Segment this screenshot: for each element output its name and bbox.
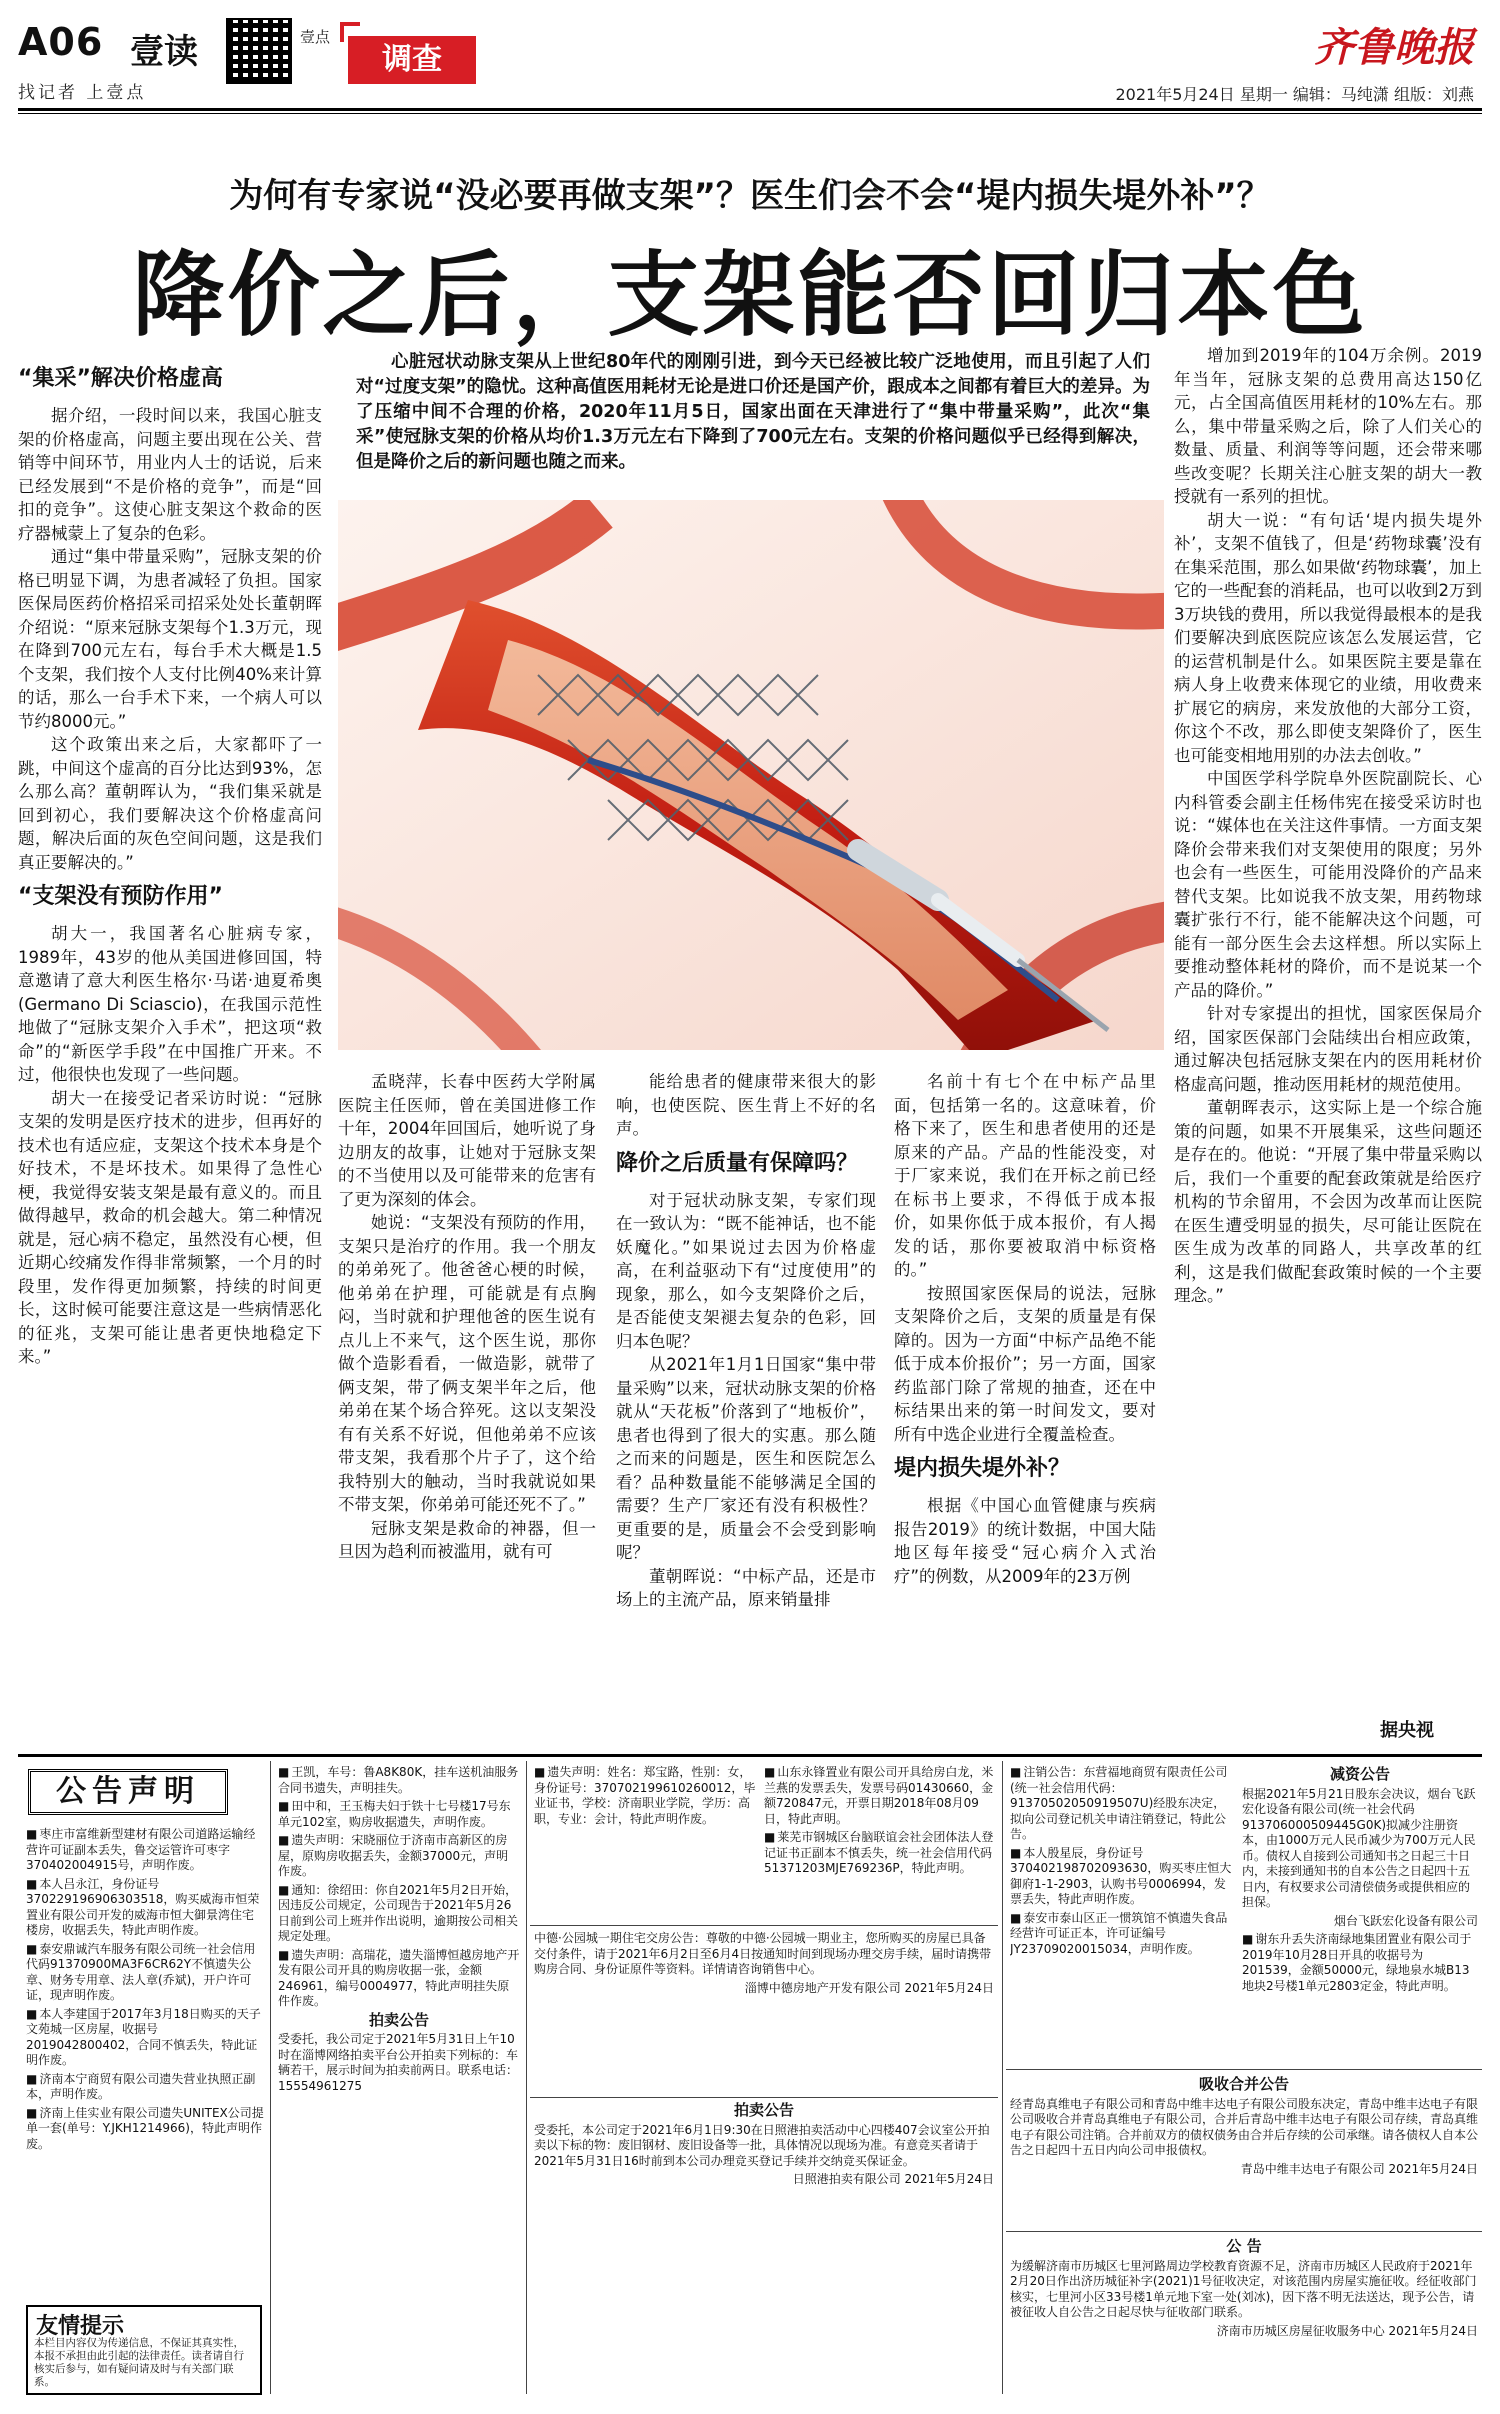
paragraph: 名前十有七个在中标产品里面，包括第一名的。这意味着，价格下来了，医生和患者使用的还是原来的产品。产品的性能没变，对于厂家来说，我们在开标之前已经在标书上要求，不得低于成本报价，如果你低于成本报价，有人揭发的话，那你要被取消中标资格的。” — [894, 1072, 1156, 1279]
paragraph: 按照国家医保局的说法，冠脉支架降价之后，支架的质量是有保障的。因为一方面“中标产品绝不能低于成本价报价”；另一方面，国家药监部门除了常规的抽查，还在中标结果出来的第一时间发文，要对所有中选企业进行全覆盖检查。 — [894, 1283, 1156, 1444]
notice-item: ■ 泰安鼎诚汽车服务有限公司统一社会信用代码91370900MA3F6CR62Y不慎遗失公章、财务专用章、法人章(乔斌)，开户许可证，现声明作废。 — [26, 1942, 264, 2004]
paragraph: 从2021年1月1日国家“集中带量采购”以来，冠状动脉支架的价格就从“天花板”价落到了“地板价”，患者也得到了很大的实惠。那么随之而来的问题是，医生和医院怎么看？品种数量能不能够满足全国的需要？生产厂家还有没有积极性？更重要的是，质量会不会受到影响呢？ — [616, 1355, 876, 1562]
qr-label: 壹点 — [300, 28, 331, 46]
notice-item: 受委托，我公司定于2021年5月31日上午10时在淄博网络拍卖平台公开拍卖下列标的：车辆若干，展示时间为拍卖前两日。联系电话：15554961275 — [278, 2032, 519, 2093]
article-column-1 — [18, 356, 322, 1369]
section-heading: 降价之后质量有保障吗？ — [616, 1150, 859, 1176]
notices-column-2 — [278, 1765, 520, 2385]
friendly-reminder-body: 本栏目内容仅为传递信息，不保证其真实性，本报不承担由此引起的法律责任。读者请自行核实后参与，如有疑问请及时与有关部门联系。 — [34, 2337, 244, 2388]
notice-item: ■ 山东永锋置业有限公司开具给房白龙，米兰燕的发票丢失，发票号码01430660，金额720847元，开票日期2018年08月09日，特此声明。 — [764, 1765, 994, 1827]
column-divider — [1002, 1761, 1003, 2394]
masthead-rule-thin — [18, 113, 1482, 114]
notices-column-4 — [1010, 1765, 1234, 2065]
article-column-3 — [616, 1070, 876, 1612]
headline: 降价之后，支架能否回归本色 — [132, 242, 1368, 349]
paragraph: 这个政策出来之后，大家都吓了一跳，中间这个虚高的百分比达到93%，怎么那么高？董朝晖认为，“我们集采就是回到初心，我们要解决这个价格虚高问题，解决后面的灰色空间问题，这是我们真正要解决的。” — [18, 735, 322, 872]
notice-item: 受委托，本公司定于2021年6月1日9:30在日照港拍卖活动中心四楼407会议室公开拍卖以下标的物：废旧钢材、废旧设备等一批，具体情况以现场为准。有意竞买者请于2021年5月31日16时前到本公司办理竞买登记手续并交纳竞买保证金。 — [534, 2122, 990, 2168]
notice-signature: 日照港拍卖有限公司 2021年5月24日 — [792, 2172, 994, 2186]
notice-title: 拍卖公告 — [733, 2101, 794, 2119]
friendly-reminder-box — [26, 2305, 262, 2395]
notices-merger — [1010, 2075, 1478, 2225]
section-tag: 调查 — [348, 36, 476, 84]
notices-column-3b — [764, 1765, 994, 1915]
paragraph: 胡大一说：“有句话‘堤内损失堤外补’，支架不值钱了，但是‘药物球囊’没有在集采范围，那么如果做‘药物球囊’，加上它的一些配套的消耗品，也可以收到2万到3万块钱的费用，所以我觉得最根本的是我们要解决到底医院应该怎么发展运营，它的运营机制是什么。如果医院主要是靠在病人身上收费来体现它的业绩，用收费来扩展它的病房，来发放他的大部分工资，你这个不改，那么即使支架降价了，医生也可能变相地用别的办法去创收。” — [1174, 510, 1482, 765]
notice-item: ■ 泰安市泰山区正一惯筑馆不慎遗失食品经营许可证正本，许可证编号JY23709020015034，声明作废。 — [1010, 1911, 1234, 1958]
notice-item: ■ 本人李建国于2017年3月18日购买的天子文苑城一区房屋，收据号2019042800402，合同不慎丢失，特此证明作废。 — [26, 2007, 264, 2069]
notice-item: 经青岛真维电子有限公司和青岛中维丰达电子有限公司股东决定，青岛中维丰达电子有限公司吸收合并青岛真维电子有限公司，合并后青岛中维丰达电子有限公司存续，青岛真维电子有限公司注销。合并前双方的债权债务由合并后存续的公司承继。请各债权人自本公告之日起四十五日内向公司申报债权。 — [1010, 2096, 1478, 2157]
lede-paragraph: 心脏冠状动脉支架从上世纪80年代的刚刚引进，到今天已经被比较广泛地使用，而且引起了人们对“过度支架”的隐忧。这种高值医用耗材无论是进口价还是国产价，跟成本之间都有着巨大的差异。为了压缩中间不合理的价格，2020年11月5日，国家出面在天津进行了“集中带量采购”，此次“集采”使冠脉支架的价格从均价1.3万元左右下降到了700元左右。支架的价格问题似乎已经得到解决，但是降价之后的新问题也随之而来。 — [356, 352, 1150, 472]
notices-column-1 — [26, 1827, 264, 2297]
paragraph: 中国医学科学院阜外医院副院长、心内科管委会副主任杨伟宪在接受采访时也说：“媒体也在关注这件事情。一方面支架降价会带来我们对支架使用的限度；另外也会有一些医生，可能用没降价的产品来替代支架。比如说我不放支架，用药物球囊扩张行不行，能不能解决这个问题，可能有一部分医生会去这样想。所以实际上要推动整体耗材的降价，而不是说某一个产品的降价。” — [1174, 769, 1482, 1000]
notice-title: 吸收合并公告 — [1198, 2075, 1289, 2093]
friendly-reminder-title: 友情提示 — [36, 2314, 125, 2339]
notice-item: 根据2021年5月21日股东会决议，烟台飞跃宏化设备有限公司(统一社会代码913706000509445G0K)拟减少注册资本，由1000万元人民币减少为700万元人民币。债权人自接到公司通知书之日起三十日内，未接到通知书的自本公告之日起四十五日内，有权要求公司清偿债务或提供相应的担保。 — [1242, 1786, 1476, 1909]
notice-item: ■ 田中和，王玉梅夫妇于铁十七号楼17号东单元102室，购房收据遗失，声明作废。 — [278, 1799, 520, 1830]
row-divider — [530, 2097, 998, 2098]
notice-item: ■ 遗失声明：宋晓丽位于济南市高新区的房屋，原购房收据丢失，金额37000元，声明作废。 — [278, 1833, 520, 1880]
stent-svg — [338, 500, 1164, 1050]
notice-item: ■ 遗失声明：姓名：郑宝路，性别：女，身份证号：370702199610260012，毕业证书，学校：济南职业学院，学历：高职，专业：会计，特此声明作废。 — [534, 1765, 758, 1827]
notice-item: ■ 注销公告：东营福地商贸有限责任公司(统一社会信用代码：91370502050919507U)经股东决定，拟向公司登记机关申请注销登记，特此公告。 — [1010, 1765, 1234, 1843]
notice-item: ■ 谢东升丢失济南绿地集团置业有限公司于2019年10月28日开具的收据号为201539，金额50000元，绿地泉水城B13地块2号楼1单元2803定金，特此声明。 — [1242, 1932, 1478, 1994]
section-heading: 堤内损失堤外补？ — [894, 1456, 1071, 1481]
notice-item: ■ 莱芜市钢城区台脑联谊会社会团体法人登记证书正副本不慎丢失，统一社会信用代码51371203MJE769236P，特此声明。 — [764, 1830, 994, 1877]
section-name: 壹读 — [130, 32, 198, 72]
notice-item: 中德·公园城一期住宅交房公告：尊敬的中德·公园城一期业主，您所购买的房屋已具备交付条件，请于2021年6月2日至6月4日按通知时间到现场办理交房手续，届时请携带购房合同、身份证原件等资料。详情请咨询销售中心。 — [534, 1931, 992, 1976]
paragraph: 通过“集中带量采购”，冠脉支架的价格已明显下调，为患者减轻了负担。国家医保局医药价格招采司招采处处长董朝晖介绍说：“原来冠脉支架每个1.3万元，现在降到700元左右，每台手术大概是1.5个支架，我们按个人支付比例40%来计算的话，那么一台手术下来，一个病人可以节约8000元。” — [18, 547, 322, 731]
newspaper-logo: 齐鲁晚报 — [1314, 24, 1474, 71]
paragraph: 孟晓萍，长春中医药大学附属医院主任医师，曾在美国进修工作十年，2004年回国后，她听说了身边朋友的故事，让她对于冠脉支架的不当使用以及可能带来的危害有了更为深刻的体会。 — [338, 1072, 596, 1209]
paragraph: 据介绍，一段时间以来，我国心脏支架的价格虚高，问题主要出现在公关、营销等中间环节，用业内人士的话说，后来已经发展到“不是价格的竞争”，而是“回扣的竞争”。这使心脏支架这个救命的医疗器械蒙上了复杂的色彩。 — [18, 406, 322, 543]
notice-signature: 青岛中维丰达电子有限公司 2021年5月24日 — [1240, 2161, 1478, 2176]
section-heading: “集采”解决价格虚高 — [18, 366, 223, 391]
stent-illustration — [338, 500, 1164, 1050]
notice-signature: 济南市历城区房屋征收服务中心 2021年5月24日 — [1216, 2323, 1478, 2338]
notice-item: ■ 遗失声明：高瑞花，遗失淄博恒越房地产开发有限公司开具的购房收据一张，金额246961，编号0004977，特此声明挂失原件作废。 — [278, 1948, 520, 2010]
qr-code-icon[interactable] — [226, 18, 292, 84]
masthead — [18, 14, 1482, 110]
notices-expropriation — [1010, 2237, 1478, 2393]
page-number: A06 — [18, 20, 104, 64]
notice-item: ■ 枣庄市富维新型建材有限公司道路运输经营许可证副本丢失，鲁交运管许可枣字370402004915号，声明作废。 — [26, 1827, 264, 1874]
subheadline: 为何有专家说“没必要再做支架”？医生们会不会“堤内损失堤外补”？ — [229, 176, 1271, 216]
notice-item: ■ 王凯，车号：鲁A8K80K，挂车送机油服务合同书遗失，声明挂失。 — [278, 1765, 520, 1796]
paragraph: 对于冠状动脉支架，专家们现在一致认为：“既不能神话，也不能妖魔化。”如果说过去因为价格虚高，在利益驱动下有“过度使用”的现象，那么，如今支架降价之后，是否能使支架褪去复杂的色彩，回归本色呢？ — [616, 1190, 876, 1351]
row-divider — [1006, 2231, 1482, 2232]
article-column-4 — [894, 1070, 1156, 1588]
notice-item: ■ 本人殷星辰，身份证号370402198702093630，购买枣庄恒大御府1-1-2903，认购书号0006994，发票丢失，特此声明作废。 — [1010, 1846, 1234, 1908]
notices-auction — [534, 2101, 994, 2391]
source-byline: 据央视 — [1380, 1720, 1434, 1741]
masthead-slogan: 找记者 上壹点 — [18, 83, 147, 103]
column-divider — [270, 1761, 271, 2394]
notice-item: ■ 通知：徐绍田：你自2021年5月2日开始，因违反公司规定，公司现告于2021年5月26日前到公司上班并作出说明，逾期按公司相关规定处理。 — [278, 1883, 520, 1945]
paragraph: 董朝晖表示，这实际上是一个综合施策的问题，如果不开展集采，这些问题还是存在的。他说：“开展了集中带量采购以后，我们一个重要的配套政策就是给医疗机构的节余留用，不会因为改革而让医院在医生遭受明显的损失，尽可能让医院在医生成为改革的同路人，共享改革的红利，这是我们做配套政策时候的一个主要理念。” — [1174, 1098, 1482, 1305]
section-heading: “支架没有预防作用” — [18, 884, 223, 909]
paragraph: 她说：“支架没有预防的作用，支架只是治疗的作用。我一个朋友的弟弟死了。他爸爸心梗的时候，他弟弟在护理，可能就是有点胸闷，当时就和护理他爸的医生说有点儿上不来气，这个医生说，那你做个造影看看，一做造影，就带了俩支架，带了俩支架半年之后，他弟弟在某个场合猝死。这以支架没有有关系不好说，但他弟弟不应该带支架，我看那个片子了，这个给我特别大的触动，当时我就说如果不带支架，你弟弟可能还死不了。” — [338, 1213, 596, 1514]
paragraph: 董朝晖说：“中标产品，还是市场上的主流产品，原来销量排 — [616, 1566, 876, 1609]
article-column-5 — [1174, 344, 1482, 1308]
notices-column-5 — [1242, 1765, 1478, 2065]
notices-column-3a — [534, 1765, 758, 1915]
column-divider — [526, 1761, 527, 2394]
paragraph: 针对专家提出的担忧，国家医保局介绍，国家医保部门会陆续出台相应政策，通过解决包括冠脉支架在内的医用耗材价格虚高问题，推动医用耗材的规范使用。 — [1174, 1004, 1482, 1094]
notice-item: 为缓解济南市历城区七里河路周边学校教育资源不足，济南市历城区人民政府于2021年2月20日作出济历城征补字(2021)1号征收决定，对该范围内房屋实施征收。经征收部门核实，七里河小区33号楼1单元地下室一处(刘冰)，因下落不明无法送达，现予公告，请被征收人自公告之日起尽快与征收部门联系。 — [1010, 2258, 1477, 2319]
notice-signature: 淄博中德房地产开发有限公司 2021年5月24日 — [744, 1980, 994, 1995]
paragraph: 根据《中国心血管健康与疾病报告2019》的统计数据，中国大陆地区每年接受“冠心病介入式治疗”的例数，从2009年的23万例 — [894, 1496, 1156, 1586]
notice-item: ■ 本人吕永江，身份证号370229196906303518，购买威海市恒荣置业有限公司开发的威海市恒大御景湾住宅楼房，收据丢失，特此声明作废。 — [26, 1877, 264, 1939]
paragraph: 能给患者的健康带来很大的影响，也使医院、医生背上不好的名声。 — [616, 1072, 876, 1138]
article-column-2 — [338, 1070, 596, 1564]
notice-title: 公 告 — [1226, 2237, 1262, 2255]
row-divider — [1006, 2069, 1482, 2070]
notices-banner: 公告声明 — [28, 1769, 228, 1815]
notice-title: 减资公告 — [1329, 1765, 1390, 1783]
notice-signature: 烟台飞跃宏化设备有限公司 — [1333, 1913, 1478, 1928]
paragraph: 增加到2019年的104万余例。2019年当年，冠脉支架的总费用高达150亿元，占全国高值医用耗材的10%左右。那么，集中带量采购之后，除了人们关心的数量、质量、利润等等问题，还会带来哪些改变呢？长期关注心脏支架的胡大一教授就有一系列的担忧。 — [1174, 346, 1482, 506]
paragraph: 胡大一在接受记者采访时说：“冠脉支架的发明是医疗技术的进步，但再好的技术也有适应症，支架这个技术本身是个好技术，不是坏技术。如果得了急性心梗，我觉得安装支架是最有意义的。而且做得越早，救命的机会越大。第二种情况就是，冠心病不稳定，虽然没有心梗，但近期心绞痛发作得非常频繁，一个月的时段里，发作得更加频繁，持续的时间更长，这时候可能要注意这是一些病情恶化的征兆，支架可能让患者更快地稳定下来。” — [18, 1088, 322, 1366]
notice-item: ■ 济南本宁商贸有限公司遗失营业执照正副本，声明作废。 — [26, 2072, 264, 2103]
notice-title: 拍卖公告 — [368, 2010, 429, 2029]
notice-item: ■ 济南上佳实业有限公司遗失UNITEX公司提单一套(单号：Y.JKH1214966)，特此声明作废。 — [26, 2106, 264, 2153]
row-divider — [530, 1925, 998, 1926]
notices-housing — [534, 1931, 994, 2091]
paragraph: 冠脉支架是救命的神器，但一旦因为趋利而被滥用，就有可 — [338, 1518, 596, 1561]
date-line: 2021年5月24日 星期一 编辑：马纯潇 组版：刘燕 — [1115, 85, 1474, 104]
masthead-rule — [18, 108, 1482, 111]
paragraph: 胡大一，我国著名心脏病专家，1989年，43岁的他从美国进修回国，特意邀请了意大利医生格尔·马诺·迪夏希奥(Germano Di Sciascio)，在我国示范性地做了“冠脉支架介入手术”，把这项“救命”的“新医学手段”在中国推广开来。不过，他很快也发现了一些问题。 — [18, 924, 322, 1084]
notices-section — [18, 1754, 1482, 2398]
